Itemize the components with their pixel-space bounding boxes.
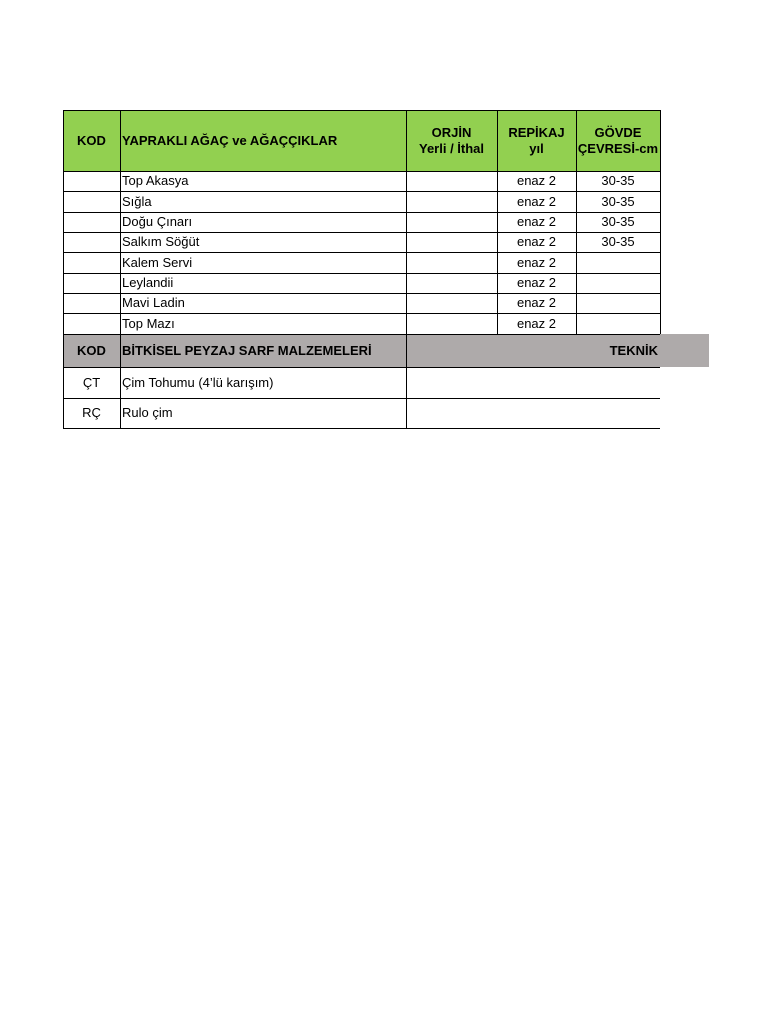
grid-line-h xyxy=(63,367,660,368)
t1-header-govde-line2: ÇEVRESİ-cm xyxy=(577,140,659,156)
grid-line-v xyxy=(120,110,121,334)
grid-line-h xyxy=(63,428,660,429)
t1-header-repikaj-line2: yıl xyxy=(529,140,544,156)
t1-cell-name: Kalem Servi xyxy=(122,254,193,270)
t1-cell-govde xyxy=(576,253,660,273)
t1-cell-kod xyxy=(63,232,120,252)
t2-row-2-name: Rulo çim xyxy=(122,405,173,420)
t1-cell-repikaj: enaz 2 xyxy=(516,213,557,229)
t1-cell-repikaj: enaz 2 xyxy=(516,254,557,270)
t1-cell-orjin xyxy=(406,314,497,334)
t1-cell-orjin xyxy=(406,212,497,232)
t1-cell-repikaj: enaz 2 xyxy=(516,193,557,209)
t2-row-2-kod: RÇ xyxy=(82,405,101,420)
t1-cell-repikaj: enaz 2 xyxy=(516,234,557,250)
grid-line-h xyxy=(63,313,660,314)
t1-header-repikaj xyxy=(497,110,576,171)
t1-cell-orjin xyxy=(406,273,497,293)
t1-cell-orjin xyxy=(406,191,497,211)
t1-header-govde xyxy=(576,110,660,171)
t1-header-govde-line1: GÖVDE xyxy=(594,124,642,140)
t1-header-orjin-line2: Yerli / İthal xyxy=(418,140,485,156)
t1-cell-name: Top Akasya xyxy=(122,173,189,189)
t1-cell-govde: 30-35 xyxy=(601,234,635,250)
grid-line-h xyxy=(63,191,660,192)
t1-header-repikaj-line1: REPİKAJ xyxy=(508,124,565,140)
grid-line-v xyxy=(660,110,661,334)
t1-cell-kod xyxy=(63,171,120,191)
t1-cell-kod xyxy=(63,314,120,334)
t1-cell-orjin xyxy=(406,253,497,273)
t2-header-overflow xyxy=(660,334,709,367)
grid-line-v xyxy=(63,334,64,428)
t1-cell-kod xyxy=(63,293,120,313)
t1-cell-repikaj: enaz 2 xyxy=(516,315,557,331)
t2-header-name: BİTKİSEL PEYZAJ SARF MALZEMELERİ xyxy=(120,334,406,367)
t1-cell-govde xyxy=(576,273,660,293)
t1-cell-orjin xyxy=(406,171,497,191)
t2-row-1-kod: ÇT xyxy=(82,374,101,390)
t1-cell-name: Sığla xyxy=(122,193,152,209)
grid-line-h xyxy=(63,171,660,172)
t1-cell-kod xyxy=(63,191,120,211)
t1-cell-govde xyxy=(576,293,660,313)
grid-line-h xyxy=(63,398,660,399)
t1-cell-repikaj: enaz 2 xyxy=(516,173,557,189)
grid-line-v xyxy=(406,110,407,334)
t1-cell-orjin xyxy=(406,293,497,313)
grid-line-h xyxy=(63,334,660,335)
t1-cell-kod xyxy=(63,273,120,293)
t1-header-kod: KOD xyxy=(63,110,120,171)
grid-line-v xyxy=(497,110,498,334)
t1-cell-govde: 30-35 xyxy=(601,193,635,209)
t1-cell-govde xyxy=(576,314,660,334)
t1-cell-repikaj: enaz 2 xyxy=(516,295,557,311)
t1-cell-govde: 30-35 xyxy=(601,173,635,189)
grid-line-v xyxy=(406,334,407,428)
t1-header-name: YAPRAKLI AĞAÇ ve AĞAÇÇIKLAR xyxy=(120,110,406,171)
grid-line-h xyxy=(63,273,660,274)
t1-cell-repikaj: enaz 2 xyxy=(516,275,557,291)
t1-cell-orjin xyxy=(406,232,497,252)
t1-cell-govde: 30-35 xyxy=(601,213,635,229)
t1-cell-name: Salkım Söğüt xyxy=(122,234,200,250)
t1-header-orjin-line1: ORJİN xyxy=(431,124,472,140)
t2-header-kod: KOD xyxy=(63,334,120,367)
t1-cell-name: Mavi Ladin xyxy=(122,295,185,311)
grid-line-h xyxy=(63,293,660,294)
grid-line-h xyxy=(63,212,660,213)
t1-header-orjin xyxy=(406,110,497,171)
t1-cell-kod xyxy=(63,212,120,232)
t1-cell-name: Top Mazı xyxy=(122,315,175,331)
grid-line-v xyxy=(576,110,577,334)
grid-line-h xyxy=(63,252,660,253)
grid-line-v xyxy=(120,334,121,428)
grid-line-h xyxy=(63,232,660,233)
t2-row-1-name: Çim Tohumu (4’lü karışım) xyxy=(122,374,274,390)
t1-cell-kod xyxy=(63,253,120,273)
t1-cell-name: Doğu Çınarı xyxy=(122,213,193,229)
t1-cell-name: Leylandii xyxy=(122,275,174,291)
grid-line-h xyxy=(63,110,660,111)
t2-header-teknik: TEKNİK xyxy=(406,334,660,367)
grid-line-v xyxy=(63,110,64,334)
